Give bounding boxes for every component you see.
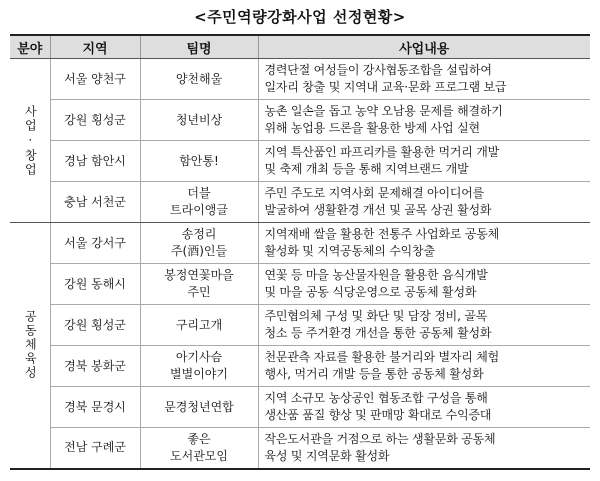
region-cell: 서울 강서구 (50, 223, 140, 264)
table-body (10, 59, 590, 469)
content-line: 농촌 일손을 돕고 농약 오남용 문제를 해결하기 (264, 104, 503, 118)
content-line: 지역 소규모 농상공인 협동조합 구성을 통해 (264, 391, 488, 405)
team-cell (140, 305, 258, 346)
content-line: 행사, 먹거리 개발 등을 통한 공동체 활성화 (264, 367, 484, 381)
team-name-line: 함안통! (179, 153, 219, 168)
header-team: 팀명 (140, 35, 258, 59)
team-name-line: 아기사슴 (175, 350, 223, 364)
table-row (10, 141, 590, 182)
table-row (10, 182, 590, 223)
table-row (10, 305, 590, 346)
team-name-line: 더블 (187, 186, 211, 200)
content-line: 경력단절 여성들이 강사협동조합을 설립하여 (264, 63, 492, 77)
team-name-line: 청년비상 (175, 112, 223, 127)
team-cell (140, 182, 258, 223)
content-line: 발굴하여 생활환경 개선 및 골목 상권 활성화 (264, 203, 492, 217)
region-cell: 서울 양천구 (50, 59, 140, 100)
team-name-line: 문경청년연합 (164, 399, 234, 414)
content-cell (258, 428, 590, 469)
content-line: 연꽃 등 마을 농산물자원을 활용한 음식개발 (264, 268, 488, 282)
team-name-line: 도서관모임 (170, 448, 228, 463)
content-cell (258, 141, 590, 182)
region-cell: 강원 횡성군 (50, 305, 140, 346)
team-name-line: 봉정연꽃마을 (164, 268, 234, 282)
table-row (10, 100, 590, 141)
team-cell (140, 428, 258, 469)
header-region: 지역 (50, 35, 140, 59)
content-line: 지역재배 쌀을 활용한 전통주 사업화로 공동체 (264, 227, 500, 241)
header-category: 분야 (10, 35, 50, 59)
team-name-line: 송정리 (181, 227, 217, 241)
team-name-line: 좋은 (187, 431, 211, 446)
team-cell (140, 264, 258, 305)
region-cell: 강원 횡성군 (50, 100, 140, 141)
content-cell (258, 100, 590, 141)
category-cell: 사업·창업 (10, 59, 50, 223)
content-line: 육성 및 지역문화 활성화 (264, 448, 390, 463)
content-line: 천문관측 자료를 활용한 불거리와 별자리 체험 (264, 350, 500, 364)
region-cell: 경북 문경시 (50, 387, 140, 428)
region-cell: 충남 서천군 (50, 182, 140, 223)
table-row (10, 428, 590, 469)
content-cell (258, 387, 590, 428)
team-cell (140, 141, 258, 182)
content-cell (258, 182, 590, 223)
region-cell: 경남 함안시 (50, 141, 140, 182)
category-cell: 공동체육성 (10, 223, 50, 469)
team-name-line: 양천해울 (175, 71, 223, 86)
content-cell (258, 305, 590, 346)
content-line: 활성화 및 지역공동체의 수익창출 (264, 244, 435, 258)
region-cell: 전남 구례군 (50, 428, 140, 469)
table-row (10, 264, 590, 305)
team-cell (140, 387, 258, 428)
header-content: 사업내용 (258, 35, 590, 59)
table-row (10, 223, 590, 264)
team-cell (140, 100, 258, 141)
selection-table (10, 34, 590, 470)
content-cell (258, 223, 590, 264)
team-cell (140, 59, 258, 100)
table-row (10, 387, 590, 428)
content-line: 작은도서관을 거점으로 하는 생활문화 공동체 (264, 431, 496, 446)
content-line: 생산품 품질 향상 및 판매망 확대로 수익증대 (264, 408, 492, 422)
content-cell (258, 59, 590, 100)
content-line: 및 마을 공동 식당운영으로 공동체 활성화 (264, 285, 477, 299)
region-cell: 강원 동해시 (50, 264, 140, 305)
content-cell (258, 264, 590, 305)
content-line: 위해 농업용 드론을 활용한 방제 사업 실현 (264, 121, 480, 135)
team-cell (140, 346, 258, 387)
region-cell: 경북 봉화군 (50, 346, 140, 387)
team-name-line: 트라이앵글 (170, 203, 228, 217)
team-name-line: 주(酒)인들 (170, 244, 228, 258)
content-cell (258, 346, 590, 387)
header-row (10, 35, 590, 59)
page-title: <주민역량강화사업 선정현황> (194, 8, 406, 26)
content-line: 지역 특산품인 파프리카를 활용한 먹거리 개발 (264, 145, 500, 159)
team-name-line: 별별이야기 (170, 367, 228, 381)
table-row (10, 59, 590, 100)
team-name-line: 주민 (187, 285, 211, 299)
content-line: 청소 등 주거환경 개선을 통한 공동체 활성화 (264, 326, 492, 340)
content-line: 및 축제 개최 등을 통해 지역브랜드 개발 (264, 162, 469, 176)
content-line: 주민협의체 구성 및 화단 및 담장 정비, 골목 (264, 309, 488, 323)
content-line: 일자리 창출 및 지역내 교육·문화 프로그램 보급 (264, 80, 507, 94)
team-cell (140, 223, 258, 264)
content-line: 주민 주도로 지역사회 문제해결 아이디어를 (264, 186, 485, 200)
team-name-line: 구리고개 (175, 317, 223, 332)
table-row (10, 346, 590, 387)
